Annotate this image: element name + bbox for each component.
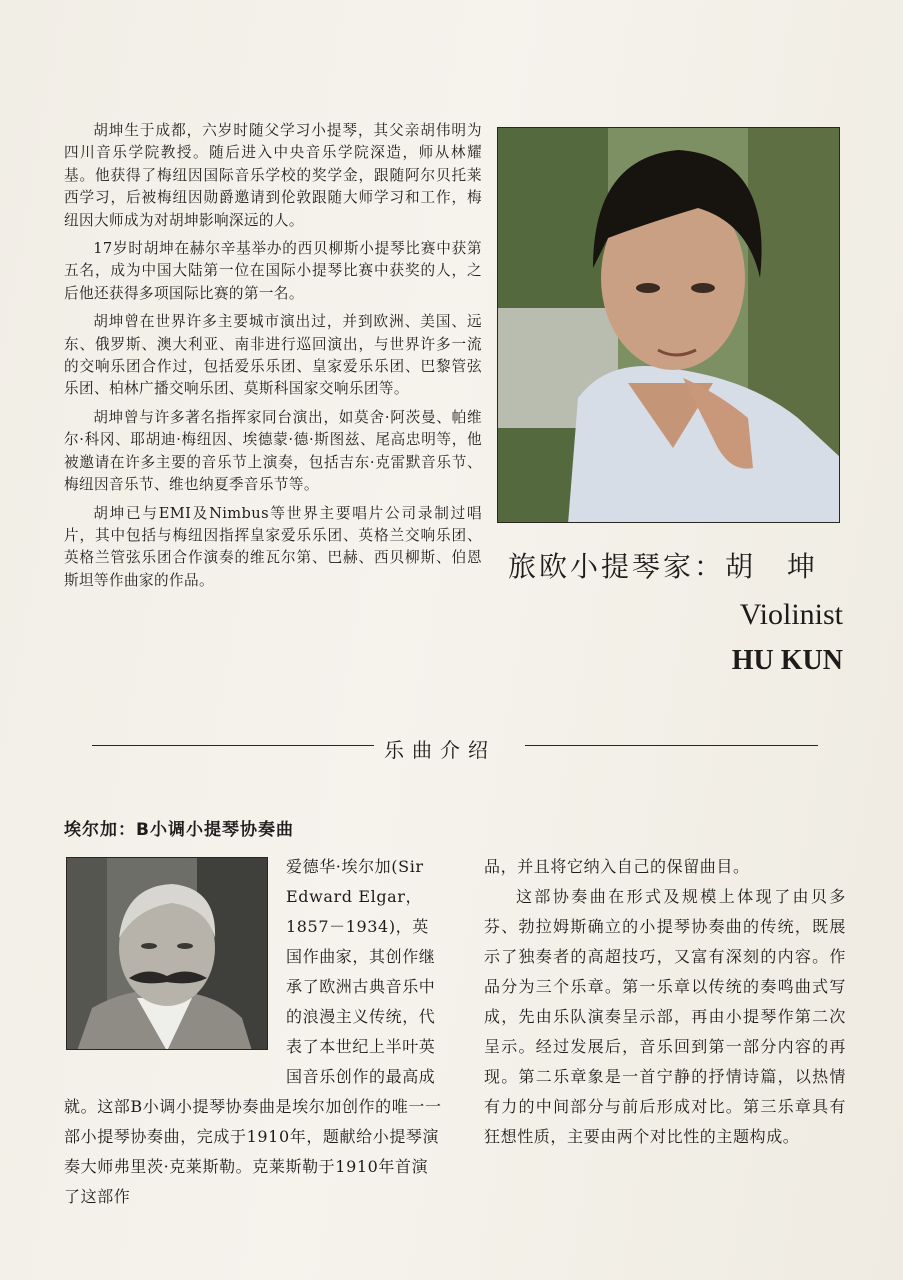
piece-description-continuation: 品，并且将它纳入自己的保留曲目。 (484, 857, 750, 876)
section-title: 乐曲介绍 (384, 738, 496, 762)
artist-role-english: Violinist (739, 598, 843, 631)
artist-title-chinese: 旅欧小提琴家：胡 坤 (508, 550, 819, 583)
piece-description-text: 爱德华·埃尔加(Sir Edward Elgar，1857－1934)，英国作曲家，其创作继承了欧洲古典音乐中的浪漫主义传统，代表了本世纪上半叶英国音乐创作的最高成就。这部B小调小提琴协奏曲是埃尔加创作的唯一一部小提琴协奏曲，完成于1910年，题献给小提琴演奏大师弗里茨·克莱斯勒。克莱斯勒于1910年首演了这部作 (64, 857, 442, 1206)
bio-paragraph: 胡坤曾与许多著名指挥家同台演出，如莫舍·阿茨曼、帕维尔·科冈、耶胡迪·梅纽因、埃德蒙·德·斯图兹、尾高忠明等，他被邀请在许多主要的音乐节上演奏，包括吉东·克雷默音乐节、梅纽因音乐节、维也纳夏季音乐节等。 (64, 408, 482, 494)
artist-biography (64, 120, 482, 598)
section-divider-left (92, 745, 374, 746)
piece-title: 埃尔加：B小调小提琴协奏曲 (64, 820, 294, 840)
piece-description-left-column (64, 852, 444, 1212)
bio-paragraph: 胡坤生于成都，六岁时随父学习小提琴，其父亲胡伟明为四川音乐学院教授。随后进入中央音乐学院深造，师从林耀基。他获得了梅纽因国际音乐学校的奖学金，跟随阿尔贝托莱西学习，后被梅纽因勋爵邀请到伦敦跟随大师学习和工作，梅纽因大师成为对胡坤影响深远的人。 (64, 122, 482, 229)
bio-paragraph: 胡坤曾在世界许多主要城市演出过，并到欧洲、美国、远东、俄罗斯、澳大利亚、南非进行巡回演出，与世界许多一流的交响乐团合作过，包括爱乐乐团、皇家爱乐乐团、巴黎管弦乐团、柏林广播交响乐团、莫斯科国家交响乐团等。 (64, 313, 482, 398)
bio-paragraph: 17岁时胡坤在赫尔辛基举办的西贝柳斯小提琴比赛中获第五名，成为中国大陆第一位在国际小提琴比赛中获奖的人，之后他还获得多项国际比赛的第一名。 (64, 240, 482, 302)
bio-paragraph: 胡坤已与EMI及Nimbus等世界主要唱片公司录制过唱片，其中包括与梅纽因指挥皇家爱乐乐团、英格兰交响乐团、英格兰管弦乐团合作演奏的维瓦尔第、巴赫、西贝柳斯、伯恩斯坦等作曲家的作品。 (64, 504, 482, 589)
violinist-portrait-illustration (498, 128, 840, 523)
piece-description-right-column (484, 852, 846, 1152)
section-divider-right (525, 745, 818, 746)
violinist-portrait-photo (497, 127, 840, 523)
piece-description-paragraph: 这部协奏曲在形式及规模上体现了由贝多芬、勃拉姆斯确立的小提琴协奏曲的传统，既展示了独奏者的高超技巧，又富有深刻的内容。作品分为三个乐章。第一乐章以传统的奏鸣曲式写成，先由乐队演奏呈示部，再由小提琴作第二次呈示。经过发展后，音乐回到第一部分内容的再现。第二乐章象是一首宁静的抒情诗篇，以热情有力的中间部分与前后形成对比。第三乐章具有狂想性质，主要由两个对比性的主题构成。 (484, 887, 846, 1146)
artist-name-english: HU KUN (731, 645, 843, 676)
